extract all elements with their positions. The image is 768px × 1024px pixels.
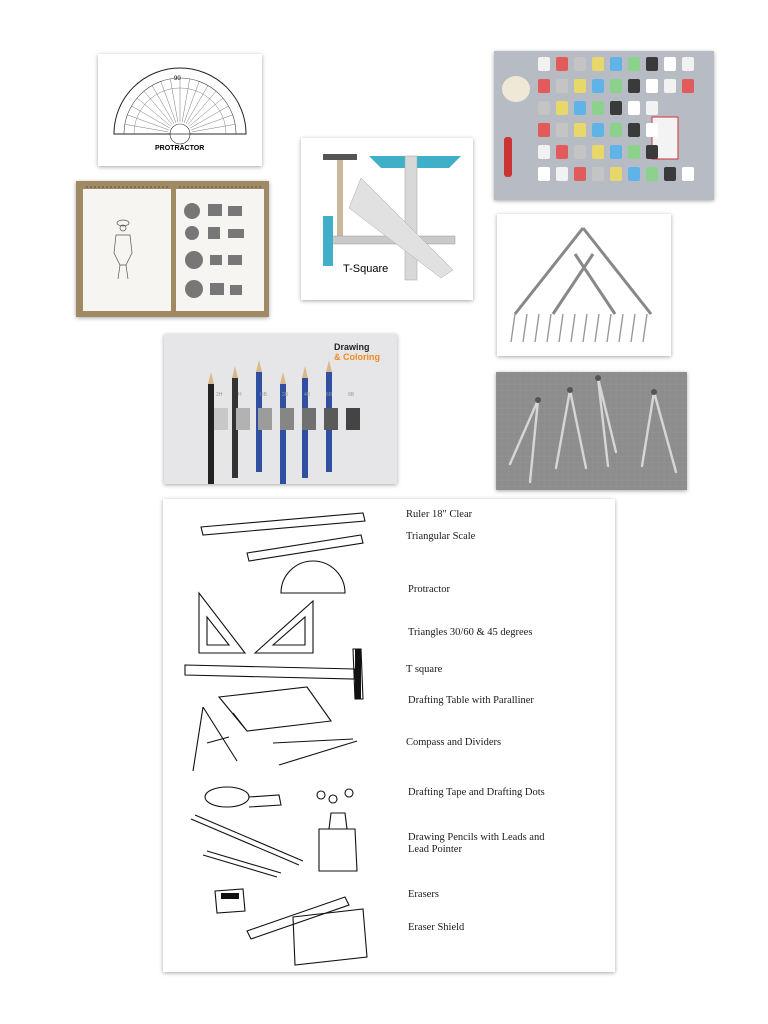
eraser-item bbox=[610, 101, 622, 115]
pencil-grade-label: HB bbox=[260, 392, 267, 398]
eraser-item bbox=[682, 79, 694, 93]
divider-tooth bbox=[523, 314, 527, 342]
pencil-grade-label: 4B bbox=[304, 392, 311, 398]
divider-tooth bbox=[643, 314, 647, 342]
eraser-item bbox=[592, 167, 604, 181]
protractor-90-label: 90 bbox=[174, 76, 181, 82]
eraser-item bbox=[646, 145, 658, 159]
pencil-swatch bbox=[302, 408, 316, 430]
divider-tooth bbox=[571, 314, 575, 342]
item-eraser-shield: Eraser Shield bbox=[408, 922, 465, 933]
eraser-item bbox=[574, 145, 586, 159]
eraser-item bbox=[646, 167, 658, 181]
pencil-swatch bbox=[280, 408, 294, 430]
divider-tooth bbox=[583, 314, 587, 342]
eraser-item bbox=[610, 57, 622, 71]
divider-tooth bbox=[511, 314, 515, 342]
eraser-shield-drawing bbox=[293, 909, 367, 965]
pencil-tip bbox=[302, 366, 308, 378]
protractor-photo bbox=[98, 54, 262, 166]
sketchbook-photo bbox=[76, 181, 269, 317]
eraser-item bbox=[682, 167, 694, 181]
pencil-drawing bbox=[191, 815, 303, 865]
pencils-illustration bbox=[164, 334, 397, 484]
eraser-item bbox=[628, 57, 640, 71]
tape-drawing bbox=[205, 787, 249, 807]
item-drawing-pencils: Drawing Pencils with Leads and bbox=[408, 832, 545, 843]
eraser-item bbox=[610, 79, 622, 93]
eraser-item bbox=[538, 57, 550, 71]
eraser-item bbox=[646, 57, 658, 71]
pencil-swatch bbox=[324, 408, 338, 430]
triangular-scale-drawing bbox=[247, 535, 363, 561]
eraser-item bbox=[646, 123, 658, 137]
pencil-tip bbox=[326, 360, 332, 372]
eraser-item bbox=[592, 123, 604, 137]
eraser-item bbox=[574, 79, 586, 93]
pencil-grade-label: H bbox=[238, 392, 242, 398]
eraser-item bbox=[610, 167, 622, 181]
eraser-item bbox=[574, 167, 586, 181]
eraser-item bbox=[592, 101, 604, 115]
compass-drawing bbox=[193, 707, 237, 771]
eraser-item bbox=[538, 123, 550, 137]
pencil-tip bbox=[232, 366, 238, 378]
tsquare-illustration bbox=[301, 138, 473, 300]
eraser-item bbox=[556, 57, 568, 71]
tsquare-drawing bbox=[185, 649, 363, 699]
protractor-label: PROTRACTOR bbox=[155, 145, 205, 152]
compasses-illustration bbox=[496, 372, 687, 490]
divider-drawing bbox=[273, 739, 357, 765]
divider-tooth bbox=[619, 314, 623, 342]
item-ruler: Ruler 18" Clear bbox=[406, 509, 473, 520]
pencil-grade-label: 2H bbox=[216, 392, 223, 398]
divider-tooth bbox=[595, 314, 599, 342]
tsquare-label: T-Square bbox=[343, 263, 389, 275]
eraser-item bbox=[628, 101, 640, 115]
eraser-item bbox=[646, 79, 658, 93]
eraser-item bbox=[592, 145, 604, 159]
protractor-drawing bbox=[281, 561, 345, 593]
eraser-item bbox=[574, 101, 586, 115]
divider-tooth bbox=[607, 314, 611, 342]
triangle-3060-drawing bbox=[199, 593, 245, 653]
divider-tooth bbox=[559, 314, 563, 342]
pencil-grade-label: 6B bbox=[326, 392, 333, 398]
eraser-item bbox=[610, 145, 622, 159]
compasses-photo bbox=[496, 372, 687, 490]
eraser-item bbox=[556, 123, 568, 137]
item-lead-pointer: Lead Pointer bbox=[408, 844, 462, 855]
pencil-swatch bbox=[214, 408, 228, 430]
eraser-item bbox=[574, 57, 586, 71]
triangle-45-drawing bbox=[255, 601, 313, 653]
pencil-tip bbox=[280, 372, 286, 384]
drafting-table-drawing bbox=[219, 687, 331, 731]
protractor-illustration bbox=[98, 54, 262, 166]
item-drafting-tape: Drafting Tape and Drafting Dots bbox=[408, 787, 545, 798]
item-tsquare: T square bbox=[406, 664, 443, 675]
supplies-line-drawings bbox=[163, 499, 615, 972]
divider-tooth bbox=[535, 314, 539, 342]
eraser-item bbox=[628, 167, 640, 181]
brand-drawing: Drawing bbox=[334, 342, 370, 352]
eraser-item bbox=[628, 79, 640, 93]
eraser-item bbox=[556, 79, 568, 93]
eraser-item bbox=[538, 101, 550, 115]
item-drafting-table: Drafting Table with Paralliner bbox=[408, 695, 534, 706]
ruler-drawing bbox=[201, 513, 365, 535]
eraser-item bbox=[664, 167, 676, 181]
pencil-swatch bbox=[236, 408, 250, 430]
eraser-item bbox=[628, 123, 640, 137]
pencil bbox=[280, 384, 286, 484]
erasers-photo bbox=[494, 51, 714, 200]
divider-tooth bbox=[631, 314, 635, 342]
pencil-tip bbox=[208, 372, 214, 384]
eraser-item bbox=[682, 57, 694, 71]
eraser-item bbox=[556, 167, 568, 181]
lead-pointer-drawing bbox=[319, 813, 357, 871]
pencil-grade-label: 8B bbox=[348, 392, 355, 398]
eraser-item bbox=[592, 57, 604, 71]
pencil-swatch bbox=[258, 408, 272, 430]
eraser-item bbox=[628, 145, 640, 159]
eraser-item bbox=[664, 79, 676, 93]
eraser-item bbox=[556, 101, 568, 115]
pencil-grade-label: 2B bbox=[282, 392, 289, 398]
pencil-swatch bbox=[346, 408, 360, 430]
eraser-item bbox=[538, 79, 550, 93]
eraser-item bbox=[556, 145, 568, 159]
item-compass-dividers: Compass and Dividers bbox=[406, 737, 502, 748]
eraser-item bbox=[538, 167, 550, 181]
proportional-divider-illustration bbox=[497, 214, 671, 356]
sketchbook-illustration bbox=[76, 181, 269, 317]
item-triangles: Triangles 30/60 & 45 degrees bbox=[408, 627, 533, 638]
eraser-drawing bbox=[215, 889, 245, 913]
pencil bbox=[208, 384, 214, 484]
eraser-item bbox=[646, 101, 658, 115]
eraser-item bbox=[592, 79, 604, 93]
eraser-item bbox=[610, 123, 622, 137]
tsquare-photo bbox=[301, 138, 473, 300]
eraser-item bbox=[574, 123, 586, 137]
pencil-tip bbox=[256, 360, 262, 372]
item-protractor: Protractor bbox=[408, 584, 450, 595]
eraser-item bbox=[664, 57, 676, 71]
item-erasers: Erasers bbox=[408, 889, 439, 900]
pencils-photo bbox=[164, 334, 397, 484]
divider-photo bbox=[497, 214, 671, 356]
brand-coloring: & Coloring bbox=[334, 352, 380, 362]
erasers-illustration bbox=[494, 51, 714, 200]
divider-tooth bbox=[547, 314, 551, 342]
item-triangular-scale: Triangular Scale bbox=[406, 531, 476, 542]
eraser-item bbox=[538, 145, 550, 159]
drafting-supplies-sheet bbox=[163, 499, 615, 972]
